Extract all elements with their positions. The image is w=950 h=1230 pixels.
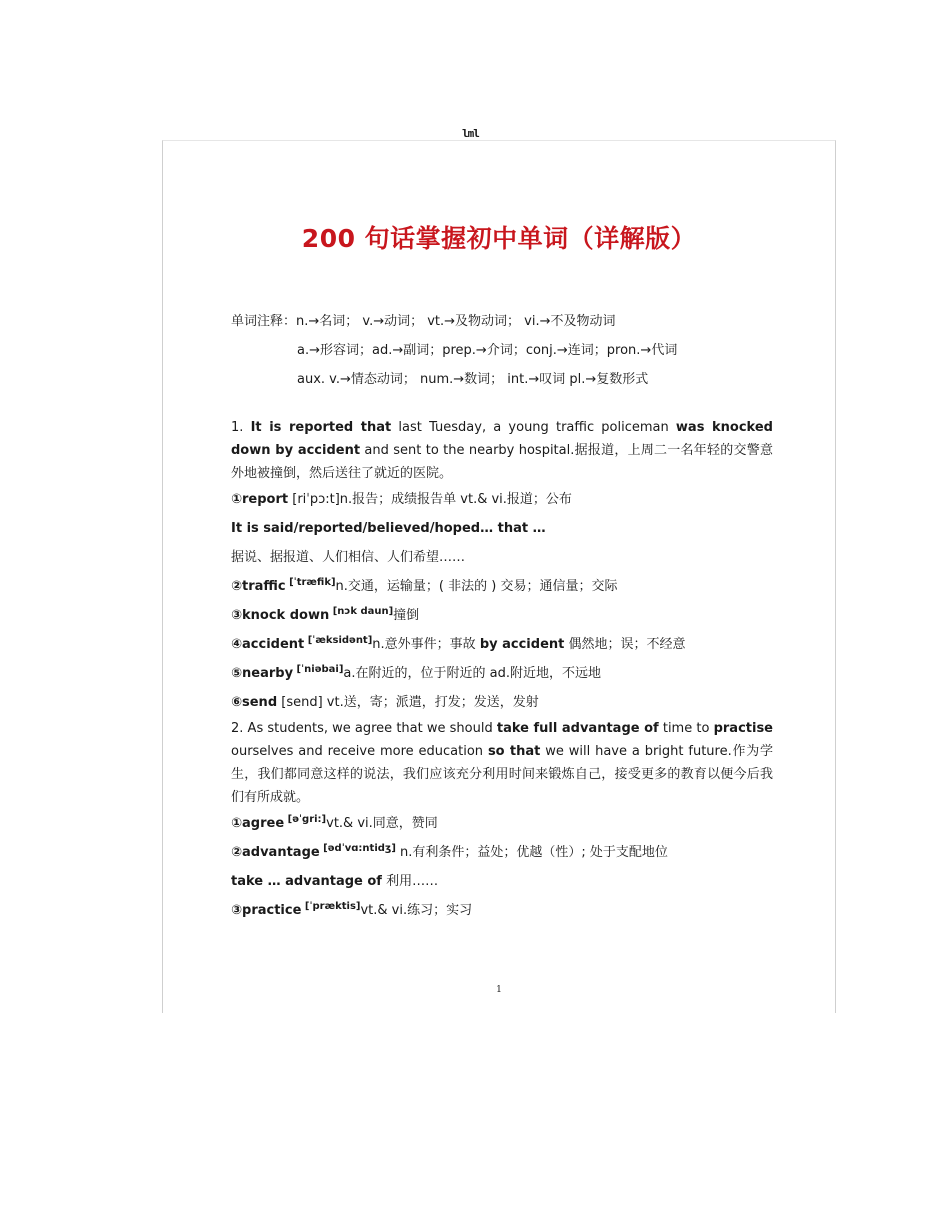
- vocab-definition: n.交通，运输量；( 非法的 ) 交易；通信量；交际: [335, 579, 618, 594]
- vocab-definition: n.有利条件；益处；优越（性）; 处于支配地位: [395, 845, 668, 860]
- vocab-phonetic: [ədˈvɑ:ntidʒ]: [319, 843, 396, 854]
- sentence-text: we will have a bright future.: [540, 744, 732, 759]
- document-content: [231, 307, 773, 925]
- bold-phrase: take full advantage of: [496, 721, 659, 736]
- legend-row: a.→形容词；ad.→副词；prep.→介词；conj.→连词；pron.→代词: [297, 343, 678, 358]
- vocab-definition: [send] vt.送，寄；派遣，打发；发送，发射: [277, 695, 539, 710]
- vocab-definition: a.在附近的，位于附近的 ad.附近地，不远地: [343, 666, 601, 681]
- vocab-entry: [231, 838, 773, 867]
- sentence-number: 1.: [231, 420, 244, 435]
- sentence-text: and sent to the nearby hospital.: [360, 443, 575, 458]
- document-page: [162, 140, 836, 1013]
- vocab-entry: [231, 809, 773, 838]
- vocab-word: ③knock down: [231, 608, 330, 623]
- vocab-definition: vt.& vi.同意，赞同: [326, 816, 438, 831]
- bold-phrase: by accident: [479, 637, 565, 652]
- phrase-meaning: 据说、据报道、人们相信、人们希望……: [231, 550, 466, 565]
- sentence-text: As students, we agree that we should: [243, 721, 497, 736]
- sentence-text: ourselves and receive more education: [231, 744, 488, 759]
- bold-phrase: practise: [713, 721, 773, 736]
- vocab-entry: [231, 659, 773, 688]
- vocab-definition: vt.& vi.练习；实习: [360, 903, 473, 918]
- vocab-entry: [231, 688, 773, 717]
- vocab-word: ②traffic: [231, 579, 286, 594]
- vocab-word: ⑤nearby: [231, 666, 294, 681]
- vocab-word: ①agree: [231, 816, 285, 831]
- vocab-entry: [231, 485, 773, 514]
- sentence-1: [231, 416, 773, 717]
- phrase-text: take … advantage of: [231, 874, 382, 889]
- vocab-word: ①report: [231, 492, 289, 507]
- phrase-pattern: [231, 867, 773, 896]
- vocab-phonetic: [nɔk daun]: [329, 606, 394, 617]
- sentence-1-text: [231, 416, 773, 485]
- vocab-definition: 撞倒: [393, 608, 420, 623]
- sentence-2: [231, 717, 773, 925]
- sentence-translation: 作为学生，我们都同意这样的说法，我们应该充分利用时间来锻炼自己，接受更多的教育以便今后我们有所成就。: [231, 744, 773, 805]
- legend-row: 单词注释：n.→名词； v.→动词； vt.→及物动词； vi.→不及物动词: [231, 314, 616, 329]
- vocab-phonetic: [ˈniəbai]: [293, 664, 344, 675]
- legend-block: [231, 307, 773, 394]
- vocab-definition: 偶然地；误；不经意: [564, 637, 686, 652]
- vocab-entry: [231, 630, 773, 659]
- bold-phrase: so that: [487, 744, 541, 759]
- sentence-text: time to: [658, 721, 714, 736]
- sentence-text: last Tuesday, a young traffic policeman: [391, 420, 676, 435]
- vocab-definition: n.意外事件；事故: [372, 637, 480, 652]
- vocab-phonetic: [ˈæksidənt]: [304, 635, 373, 646]
- sentence-translation: 据报道，上周二一名年轻的交警意外地被撞倒，然后送往了就近的医院。: [231, 443, 773, 481]
- page-number: 1: [496, 985, 502, 995]
- phrase-meaning: 利用……: [381, 874, 439, 889]
- header-mark: lml: [462, 127, 479, 140]
- vocab-phonetic: [ˈpræktis]: [301, 901, 361, 912]
- vocab-word: ⑥send: [231, 695, 278, 710]
- vocab-phonetic: [ˈtræfik]: [285, 577, 336, 588]
- vocab-word: ②advantage: [231, 845, 320, 860]
- phrase-text: It is said/reported/believed/hoped… that …: [231, 521, 546, 536]
- vocab-word: ④accident: [231, 637, 305, 652]
- legend-row: aux. v.→情态动词； num.→数词； int.→叹词 pl.→复数形式: [297, 372, 649, 387]
- sentence-2-text: [231, 717, 773, 809]
- vocab-word: ③practice: [231, 903, 302, 918]
- document-title: 200 句话掌握初中单词（详解版）: [301, 224, 697, 253]
- vocab-entry: [231, 896, 773, 925]
- vocab-phonetic: [əˈgri:]: [284, 814, 327, 825]
- sentence-number: 2.: [231, 721, 244, 736]
- bold-phrase: It is reported that: [250, 420, 392, 435]
- bold-phrase: was knocked down by accident: [231, 420, 773, 458]
- phrase-pattern: [231, 514, 773, 543]
- vocab-entry: [231, 572, 773, 601]
- vocab-entry: [231, 601, 773, 630]
- vocab-definition: [riˈpɔ:t]n.报告；成绩报告单 vt.& vi.报道；公布: [288, 492, 572, 507]
